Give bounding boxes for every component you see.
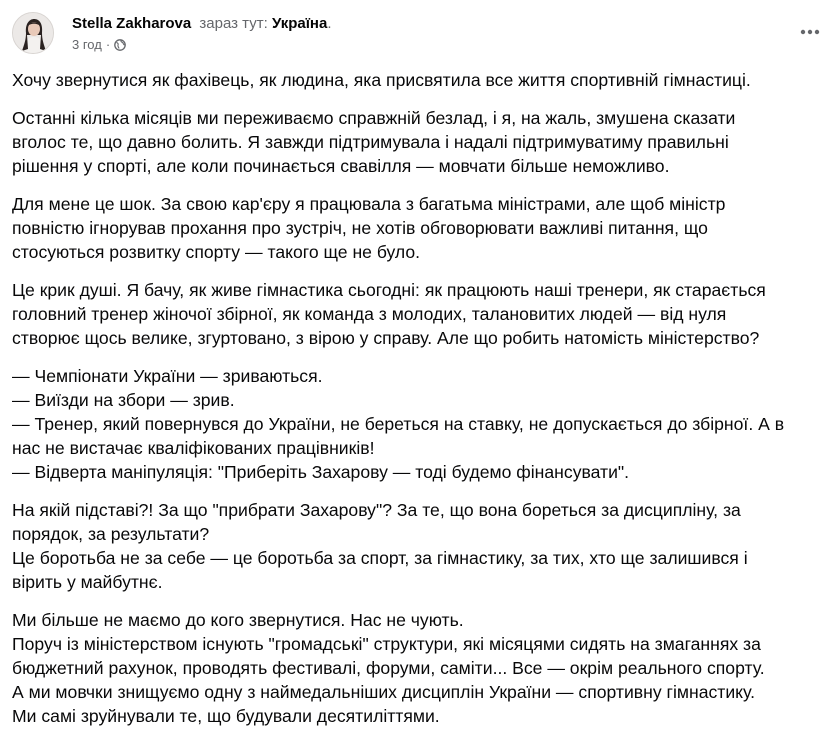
post-text-line: Поруч із міністерством існують "громадські" структури, які місяцями сидять на змаганнях за: [12, 634, 761, 654]
post-paragraph: [12, 106, 828, 178]
author-avatar[interactable]: [12, 12, 54, 54]
post-text-line: повністю ігнорував прохання про зустріч, не хотів обговорювати важливі питання, що: [12, 218, 708, 238]
post-text-line: вірить у майбутнє.: [12, 572, 163, 592]
more-options-button[interactable]: [792, 20, 828, 44]
post-text-line: рішення у спорті, але коли починається свавілля — мовчати більше неможливо.: [12, 156, 670, 176]
post-text-line: вголос те, що давно болить. Я завжди підтримувала і надалі підтримуватиму правильні: [12, 132, 729, 152]
author-name-link[interactable]: Stella Zakharova: [72, 15, 192, 32]
location-period: .: [327, 15, 332, 32]
post-text-line: стосуються розвитку спорту — такого ще не було.: [12, 242, 421, 262]
avatar-photo: [13, 13, 54, 54]
post-paragraph: [12, 364, 828, 484]
more-horizontal-icon: [800, 29, 820, 35]
post-header: [12, 12, 828, 56]
post-paragraph: [12, 278, 828, 350]
post-text-line: — Чемпіонати України — зриваються.: [12, 366, 323, 386]
post-text-line: Останні кілька місяців ми переживаємо справжній безлад, і я, на жаль, змушена сказати: [12, 108, 736, 128]
post-text-line: головний тренер жіночої збірної, як команда з молодих, талановитих людей — від нуля: [12, 304, 727, 324]
post-timestamp-link[interactable]: 3 год: [72, 37, 102, 52]
author-line: [72, 14, 332, 34]
post-text-line: Хочу звернутися як фахівець, як людина, яка присвятила все життя спортивній гімнастиці.: [12, 70, 751, 90]
meta-separator: ·: [105, 37, 111, 52]
post-text-line: Це боротьба не за себе — це боротьба за спорт, за гімнастику, за тих, хто ще залишився і: [12, 548, 748, 568]
post-text-line: Ми більше не маємо до кого звернутися. Нас не чують.: [12, 610, 464, 630]
post-text-line: — Відверта маніпуляція: "Приберіть Захарову — тоді будемо фінансувати".: [12, 462, 630, 482]
post-text-line: — Виїзди на збори — зрив.: [12, 390, 235, 410]
post-text-line: бюджетний рахунок, проводять фестивалі, форуми, саміти... Все — окрім реального спорту.: [12, 658, 765, 678]
post-text-line: Це крик душі. Я бачу, як живе гімнастика сьогодні: як працюють наші тренери, як старається: [12, 280, 766, 300]
post-text-line: На якій підставі?! За що "прибрати Захарову"? За те, що вона бореться за дисципліну, за: [12, 500, 741, 520]
post-text-line: Для мене це шок. За свою кар'єру я працювала з багатьма міністрами, але щоб міністр: [12, 194, 726, 214]
post-text-line: нас не вистачає кваліфікованих працівників!: [12, 438, 375, 458]
post-paragraph: [12, 192, 828, 264]
post-text-line: порядок, за результати?: [12, 524, 210, 544]
globe-icon[interactable]: [114, 39, 126, 51]
post-paragraph: [12, 498, 828, 594]
post-paragraph: [12, 68, 828, 92]
post-text-line: Ми самі зруйнували те, що будували десятиліттями.: [12, 706, 440, 726]
post-meta: [72, 37, 126, 53]
now-here-label: зараз тут:: [199, 15, 268, 32]
post-text-line: створює щось велике, згуртовано, з вірою у справу. Але що робить натомість міністерство?: [12, 328, 760, 348]
post-text: [12, 68, 828, 742]
post-text-line: А ми мовчки знищуємо одну з наймедальніших дисциплін України — спортивну гімнастику.: [12, 682, 755, 702]
location-link[interactable]: Україна: [271, 15, 328, 32]
post-text-line: — Тренер, який повернувся до України, не береться на ставку, не допускається до збірної. А в: [12, 414, 785, 434]
post-paragraph: [12, 608, 828, 728]
